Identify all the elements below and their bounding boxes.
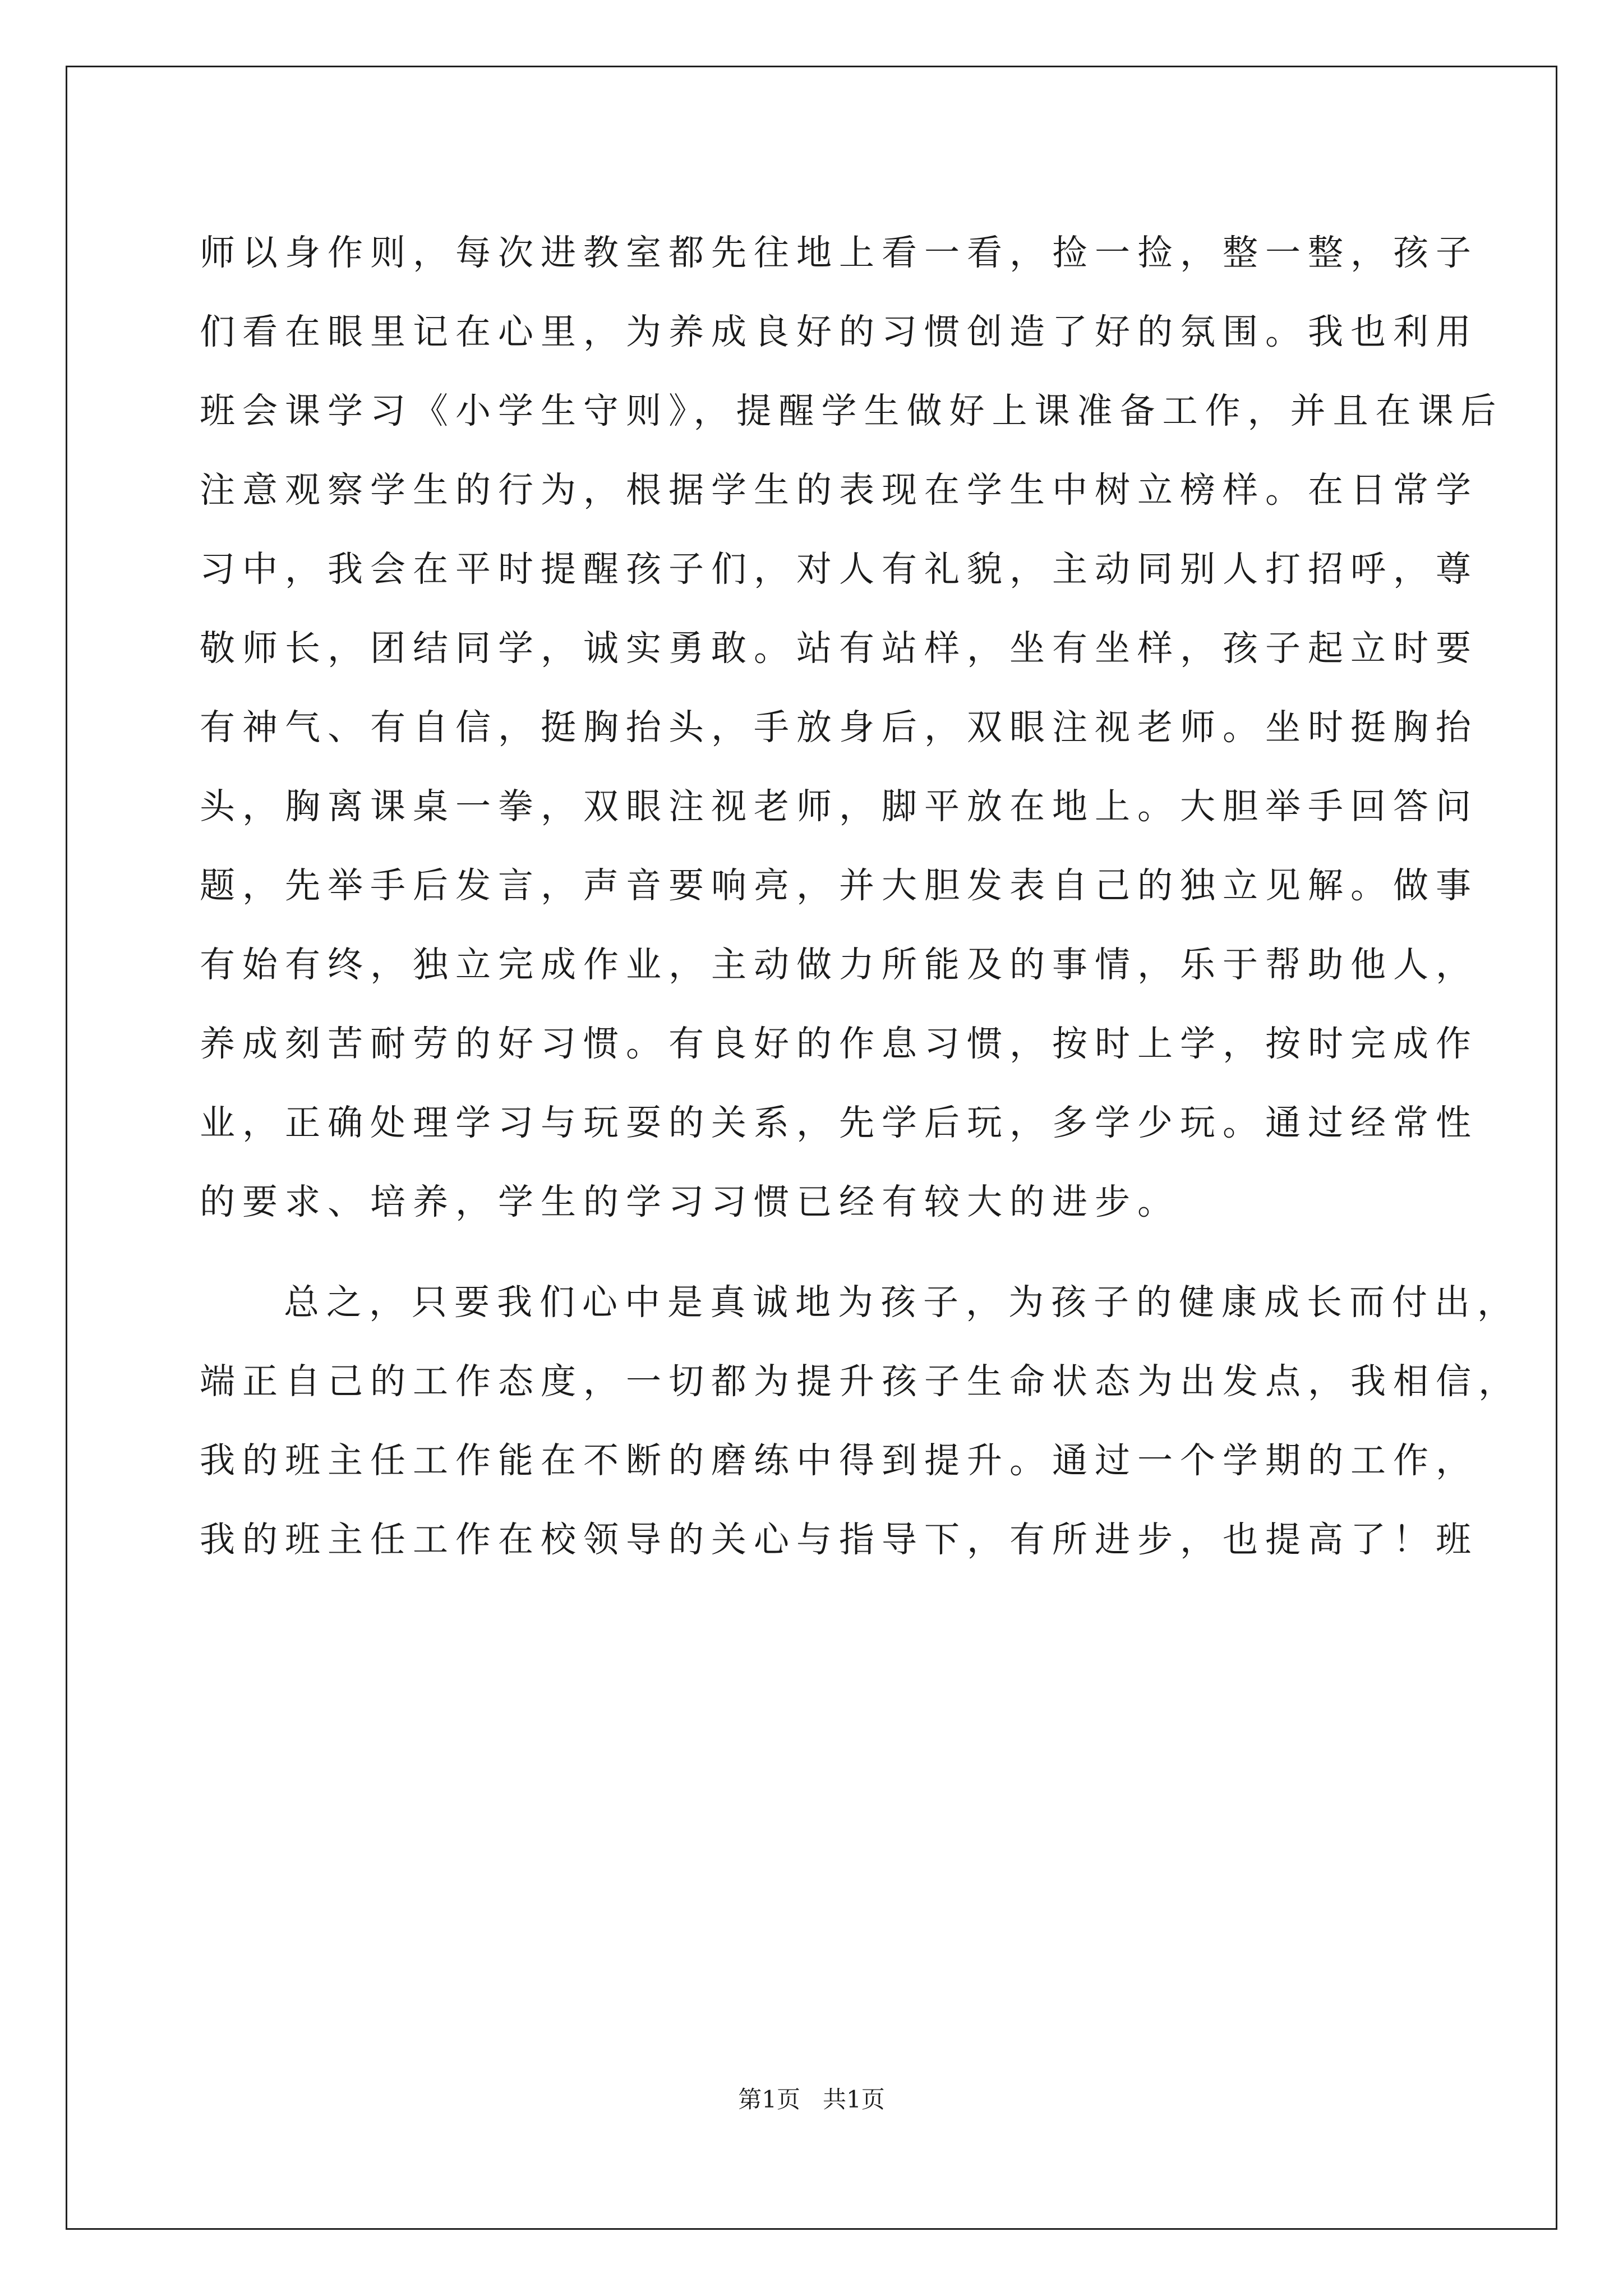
paragraph-1 — [200, 213, 1504, 1241]
text-line: 习中，我会在平时提醒孩子们，对人有礼貌，主动同别人打招呼，尊 — [200, 549, 1478, 590]
text-line: 业，正确处理学习与玩耍的关系，先学后玩，多学少玩。通过经常性 — [200, 1102, 1478, 1143]
text-line: 敬师长，团结同学，诚实勇敢。站有站样，坐有坐样，孩子起立时要 — [200, 628, 1478, 669]
text-line: 总之，只要我们心中是真诚地为孩子，为孩子的健康成长而付出， — [284, 1282, 1520, 1323]
text-line: 我的班主任工作能在不断的磨练中得到提升。通过一个学期的工作， — [200, 1440, 1478, 1481]
text-line: 的要求、培养，学生的学习习惯已经有较大的进步。 — [200, 1181, 1180, 1222]
text-line: 养成刻苦耐劳的好习惯。有良好的作息习惯，按时上学，按时完成作 — [200, 1023, 1478, 1064]
text-line: 我的班主任工作在校领导的关心与指导下，有所进步，也提高了！班 — [200, 1519, 1478, 1560]
paragraph-spacer — [200, 1241, 1456, 1263]
text-line: 们看在眼里记在心里，为养成良好的习惯创造了好的氛围。我也利用 — [200, 311, 1478, 352]
document-body — [200, 213, 1521, 1579]
text-line: 题，先举手后发言，声音要响亮，并大胆发表自己的独立见解。做事 — [200, 865, 1478, 906]
text-line: 有始有终，独立完成作业，主动做力所能及的事情，乐于帮助他人， — [200, 944, 1478, 985]
text-line: 头，胸离课桌一拳，双眼注视老师，脚平放在地上。大胆举手回答问 — [200, 786, 1478, 827]
paragraph-2 — [200, 1263, 1521, 1579]
text-line: 班会课学习《小学生守则》，提醒学生做好上课准备工作，并且在课后 — [200, 390, 1504, 431]
text-line: 师以身作则，每次进教室都先往地上看一看，捡一捡，整一整，孩子 — [200, 232, 1478, 273]
text-line: 端正自己的工作态度，一切都为提升孩子生命状态为出发点，我相信， — [200, 1361, 1521, 1402]
text-line: 有神气、有自信，挺胸抬头，手放身后，双眼注视老师。坐时挺胸抬 — [200, 707, 1478, 748]
page-number-footer: 第1页 共1页 — [738, 2086, 885, 2113]
text-line: 注意观察学生的行为，根据学生的表现在学生中树立榜样。在日常学 — [200, 470, 1478, 510]
